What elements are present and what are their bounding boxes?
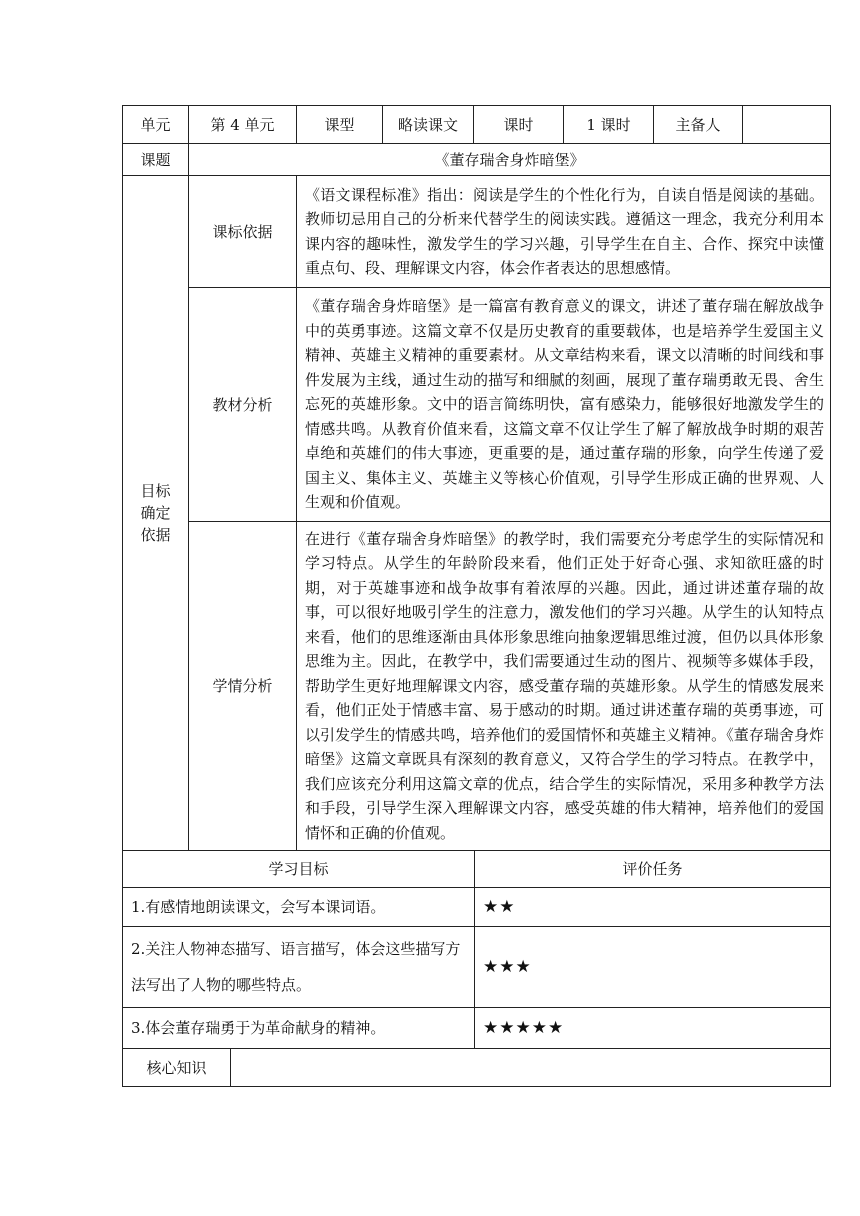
topic-title: 《董存瑞舍身炸暗堡》 — [188, 143, 831, 176]
topic-label: 课题 — [122, 143, 189, 176]
evaluation-1-stars: ★★ — [474, 887, 831, 927]
curriculum-basis-text: 《语文课程标准》指出：阅读是学生的个性化行为，自读自悟是阅读的基础。教师切忌用自己的分析来代替学生的阅读实践。遵循这一理念，我充分利用本课内容的趣味性，激发学生的学习兴趣，引导学生在自主、合作、探究中读懂重点句、段、理解课文内容，体会作者表达的思想感情。 — [296, 175, 831, 288]
objective-2: 2.关注人物神态描写、语言描写，体会这些描写方法写出了人物的哪些特点。 — [122, 926, 475, 1008]
textbook-analysis-label: 教材分析 — [188, 287, 297, 522]
learner-analysis-text: 在进行《董存瑞舍身炸暗堡》的教学时，我们需要充分考虑学生的实际情况和学习特点。从学生的年龄阶段来看，他们正处于好奇心强、求知欲旺盛的时期，对于英雄事迹和战争故事有着浓厚的兴趣。因此，通过讲述董存瑞的故事，可以很好地吸引学生的注意力，激发他们的学习兴趣。从学生的认知特点来看，他们的思维逐渐由具体形象思维向抽象逻辑思维过渡，但仍以具体形象思维为主。因此，在教学中，我们需要通过生动的图片、视频等多媒体手段，帮助学生更好地理解课文内容，感受董存瑞的英雄形象。从学生的情感发展来看，他们正处于情感丰富、易于感动的时期。通过讲述董存瑞的英勇事迹，可以引发学生的情感共鸣，培养他们的爱国情怀和英雄主义精神。《董存瑞舍身炸暗堡》这篇文章既具有深刻的教育意义，又符合学生的学习特点。在教学中，我们应该充分利用这篇文章的优点，结合学生的实际情况，采用多种教学方法和手段，引导学生深入理解课文内容，感受英雄的伟大精神，培养他们的爱国情怀和正确的价值观。 — [296, 521, 831, 851]
basis-label-line-3: 依据 — [140, 526, 171, 544]
core-knowledge-value — [230, 1048, 831, 1087]
period-value: 1 课时 — [563, 105, 654, 144]
evaluation-2-stars: ★★★ — [474, 926, 831, 1008]
objective-1: 1.有感情地朗读课文，会写本课词语。 — [122, 887, 475, 927]
basis-label — [122, 175, 189, 851]
objective-3: 3.体会董存瑞勇于为革命献身的精神。 — [122, 1007, 475, 1049]
textbook-analysis-text: 《董存瑞舍身炸暗堡》是一篇富有教育意义的课文，讲述了董存瑞在解放战争中的英勇事迹。这篇文章不仅是历史教育的重要载体，也是培养学生爱国主义精神、英雄主义精神的重要素材。从文章结构来看，课文以清晰的时间线和事件发展为主线，通过生动的描写和细腻的刻画，展现了董存瑞勇敢无畏、舍生忘死的英雄形象。文中的语言简练明快，富有感染力，能够很好地激发学生的情感共鸣。从教育价值来看，这篇文章不仅让学生了解了解放战争时期的艰苦卓绝和英雄们的伟大事迹，更重要的是，通过董存瑞的形象，向学生传递了爱国主义、集体主义、英雄主义等核心价值观，引导学生形成正确的世界观、人生观和价值观。 — [296, 287, 831, 522]
core-knowledge-label: 核心知识 — [122, 1048, 231, 1087]
preparer-label: 主备人 — [653, 105, 743, 144]
curriculum-basis-label: 课标依据 — [188, 175, 297, 288]
lesson-type-label: 课型 — [296, 105, 383, 144]
basis-label-line-2: 确定 — [140, 504, 171, 522]
objectives-header: 学习目标 — [122, 850, 475, 888]
basis-label-line-1: 目标 — [140, 482, 171, 500]
evaluation-3-stars: ★★★★★ — [474, 1007, 831, 1049]
learner-analysis-label: 学情分析 — [188, 521, 297, 851]
preparer-value — [742, 105, 831, 144]
unit-value: 第 4 单元 — [188, 105, 297, 144]
lesson-type-value: 略读课文 — [382, 105, 474, 144]
evaluation-header: 评价任务 — [474, 850, 831, 888]
unit-label: 单元 — [122, 105, 189, 144]
period-label: 课时 — [473, 105, 564, 144]
